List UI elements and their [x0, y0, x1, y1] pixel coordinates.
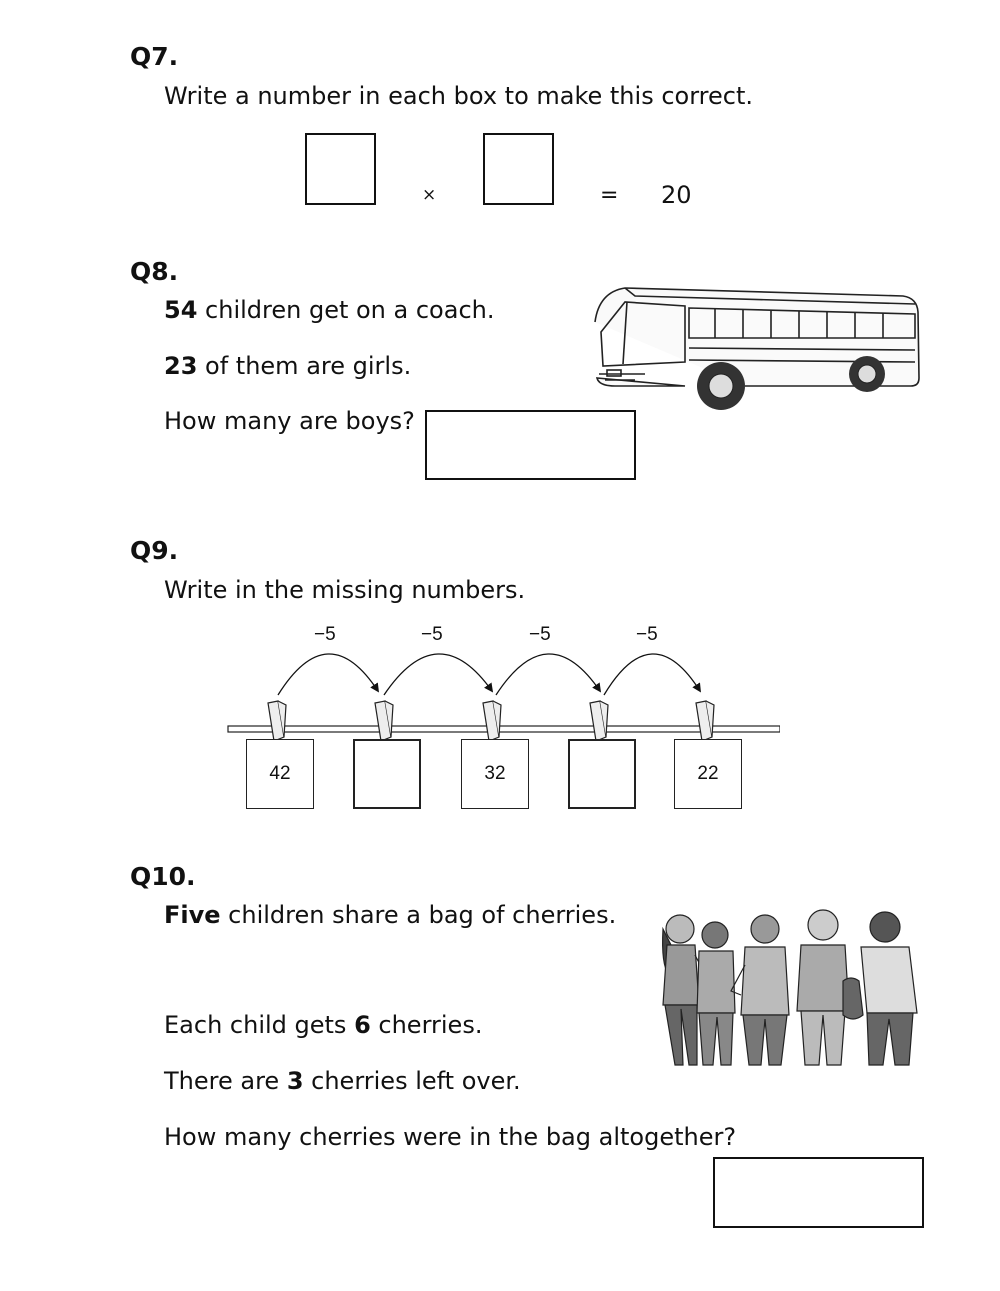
jump-label-3: −5 — [529, 624, 551, 645]
child-5 — [861, 912, 917, 1065]
jump-arc-1 — [278, 654, 378, 695]
q7-answer-box-1[interactable] — [305, 133, 376, 205]
q8-line-2-text: of them are girls. — [197, 352, 412, 380]
coach-illustration — [585, 282, 925, 414]
q10-question: How many cherries were in the bag altogether? — [164, 1123, 737, 1151]
q10-line-1-text: children share a bag of cherries. — [220, 901, 617, 929]
washing-line-diagram — [220, 645, 780, 745]
child-2 — [697, 922, 735, 1065]
jump-label-1: −5 — [314, 624, 336, 645]
peg-2 — [375, 701, 393, 741]
q8-question: How many are boys? — [164, 407, 415, 435]
child-3 — [731, 915, 789, 1065]
q10-line-2-pre: Each child gets — [164, 1011, 355, 1039]
q10-line-2-post: cherries. — [370, 1011, 483, 1039]
q10-answer-box[interactable] — [713, 1157, 924, 1228]
jump-label-4: −5 — [636, 624, 658, 645]
q8-answer-box[interactable] — [425, 410, 636, 480]
q10-label: Q10. — [130, 862, 196, 891]
equals-sign: = — [600, 183, 619, 208]
coach-rear-wheel — [849, 356, 885, 392]
q8-line-1 — [164, 296, 494, 324]
q10-cherries-each: 6 — [354, 1011, 371, 1039]
q8-line-1-text: children get on a coach. — [197, 296, 495, 324]
washing-line — [228, 726, 780, 732]
q8-line-2 — [164, 352, 411, 380]
jump-arc-2 — [384, 654, 492, 695]
number-card-4-blank[interactable] — [568, 739, 636, 809]
peg-3 — [483, 701, 501, 741]
cherry-bag — [843, 978, 863, 1019]
q7-label: Q7. — [130, 42, 179, 71]
q9-label: Q9. — [130, 536, 179, 565]
q10-line-2 — [164, 1011, 482, 1039]
q10-children-word: Five — [164, 901, 221, 929]
peg-1 — [268, 701, 286, 741]
q7-instruction: Write a number in each box to make this correct. — [164, 82, 753, 110]
jump-arc-3 — [496, 654, 600, 695]
q10-line-1 — [164, 901, 616, 929]
q7-result: 20 — [661, 181, 692, 209]
number-card-1: 42 — [246, 739, 314, 809]
q8-children-count: 54 — [164, 296, 198, 324]
q10-line-3-pre: There are — [164, 1067, 287, 1095]
q7-answer-box-2[interactable] — [483, 133, 554, 205]
peg-4 — [590, 701, 608, 741]
q9-instruction: Write in the missing numbers. — [164, 576, 526, 604]
number-card-3: 32 — [461, 739, 529, 809]
q8-label: Q8. — [130, 257, 179, 286]
number-card-5: 22 — [674, 739, 742, 809]
number-card-2-blank[interactable] — [353, 739, 421, 809]
child-4 — [797, 910, 849, 1065]
multiply-sign: × — [422, 185, 437, 205]
q10-line-3 — [164, 1067, 521, 1095]
q10-cherries-left: 3 — [286, 1067, 304, 1095]
coach-front-wheel — [697, 362, 745, 410]
q10-line-3-post: cherries left over. — [303, 1067, 521, 1095]
jump-arc-4 — [604, 654, 700, 695]
q8-girls-count: 23 — [164, 352, 198, 380]
jump-label-2: −5 — [421, 624, 443, 645]
children-illustration — [655, 905, 930, 1067]
peg-5 — [696, 701, 714, 741]
